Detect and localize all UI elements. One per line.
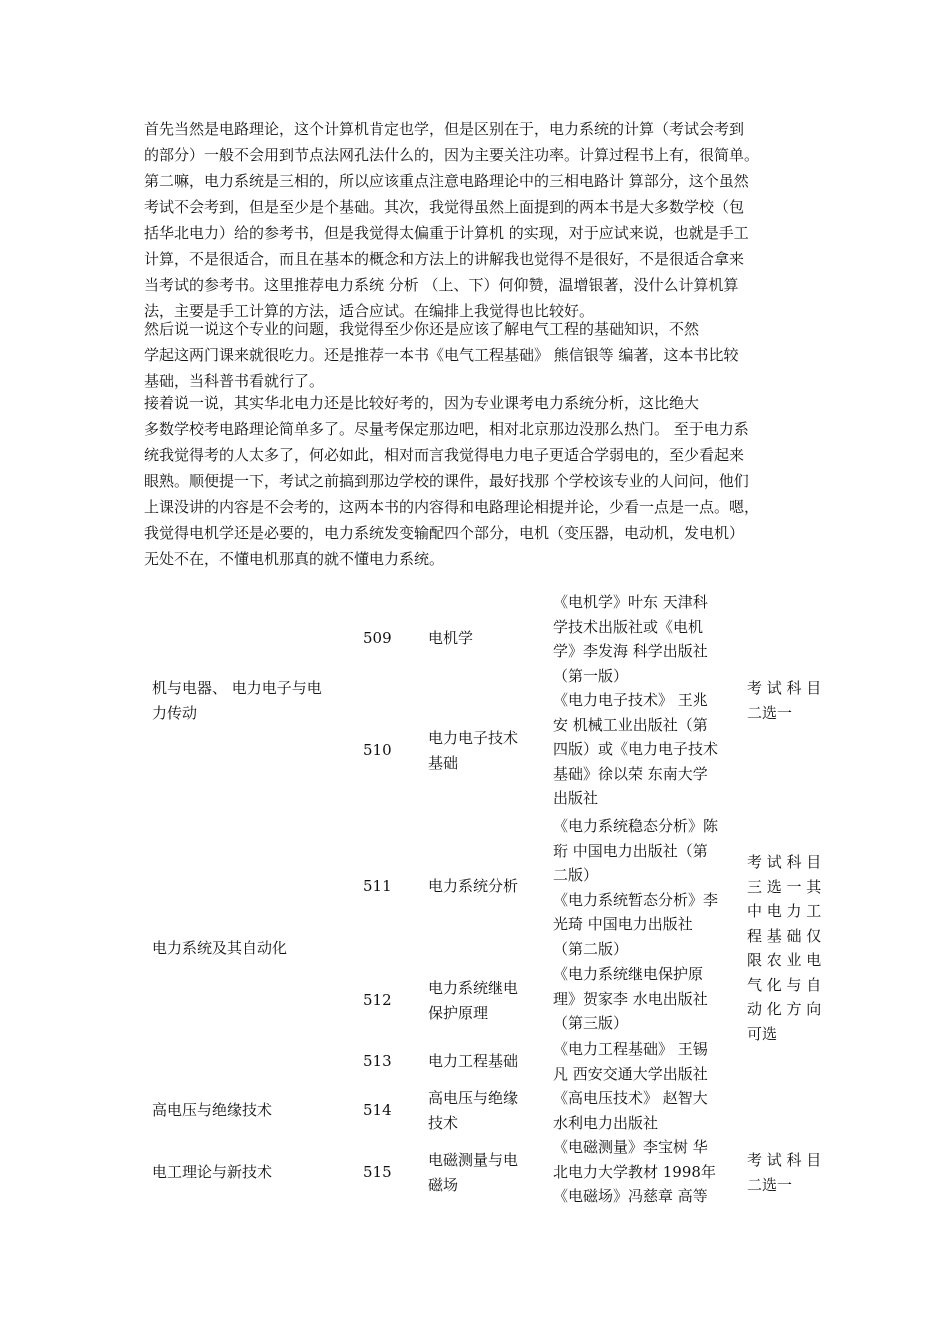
exam-note: 考 试 科 目 [747, 853, 822, 871]
paragraph-line: 括华北电力）给的参考书，但是我觉得太偏重于计算机 的实现，对于应试来说，也就是手工 [144, 224, 749, 242]
exam-note: 考 试 科 目 [747, 679, 822, 697]
major-name: 机与电器、 电力电子与电 [152, 679, 322, 697]
reference-book: 《电力系统暂态分析》李 [553, 890, 719, 909]
reference-book: 出版社 [553, 789, 599, 807]
course-subject: 电力系统继电 [428, 979, 519, 997]
course-subject: 电力系统分析 [428, 877, 519, 895]
course-code: 513 [363, 1052, 392, 1070]
reference-book: （第一版） [553, 666, 629, 685]
paragraph-line: 眼熟。顺便提一下，考试之前搞到那边学校的课件，最好找那 个学校该专业的人问问，他们 [144, 472, 749, 490]
reference-book: 光琦 中国电力出版社 [553, 915, 693, 933]
paragraph-line: 第二嘛，电力系统是三相的，所以应该重点注意电路理论中的三相电路计 算部分，这个虽然 [144, 172, 749, 190]
paragraph-line: 首先当然是电路理论，这个计算机肯定也学，但是区别在于，电力系统的计算（考试会考到 [144, 120, 745, 138]
course-subject: 磁场 [428, 1175, 459, 1194]
major-name: 电力系统及其自动化 [152, 939, 288, 957]
reference-book: 《电磁测量》李宝树 华 [553, 1138, 708, 1156]
paragraph-line: 法，主要是手工计算的方法，适合应试。在编排上我觉得也比较好。 [144, 302, 595, 320]
reference-book: 《电力系统稳态分析》陈 [553, 817, 719, 835]
major-name: 高电压与绝缘技术 [152, 1101, 273, 1119]
paragraph-line: 上课没讲的内容是不会考的，这两本书的内容得和电路理论相提并论，少看一点是一点。嗯， [144, 498, 760, 516]
paragraph-line: 然后说一说这个专业的问题，我觉得至少你还是应该了解电气工程的基础知识，不然 [144, 320, 700, 338]
major-name: 力传动 [152, 703, 198, 722]
reference-book: 《电力工程基础》 王锡 [553, 1040, 708, 1058]
reference-book: 水利电力出版社 [553, 1113, 659, 1132]
exam-note: 考 试 科 目 [747, 1151, 822, 1169]
course-subject: 基础 [428, 753, 459, 772]
course-subject: 电力工程基础 [428, 1052, 519, 1070]
reference-book: 二版） [553, 866, 599, 884]
course-subject: 电力电子技术 [428, 729, 519, 747]
reference-book: 四版）或《电力电子技术 [553, 740, 719, 758]
exam-note: 限 农 业 电 [747, 951, 822, 969]
exam-note: 可选 [747, 1024, 778, 1043]
reference-book: 学》李发海 科学出版社 [553, 642, 708, 660]
reference-book: 安 机械工业出版社（第 [553, 715, 708, 734]
course-code: 514 [363, 1101, 392, 1119]
course-subject: 电机学 [428, 629, 474, 647]
reference-book: 珩 中国电力出版社（第 [553, 841, 708, 860]
course-subject: 电磁测量与电 [428, 1151, 519, 1169]
paragraph-line: 无处不在，不懂电机那真的就不懂电力系统。 [144, 550, 445, 568]
reference-book: （第二版） [553, 939, 629, 958]
reference-book: 《电力系统继电保护原 [553, 965, 704, 983]
paragraph-line: 的部分）一般不会用到节点法网孔法什么的，因为主要关注功率。计算过程书上有，很简单。 [144, 146, 760, 164]
paragraph-line: 学起这两门课来就很吃力。还是推荐一本书《电气工程基础》 熊信银等 编著，这本书比较 [144, 346, 739, 364]
exam-note: 中 电 力 工 [747, 902, 822, 920]
exam-note: 二选一 [747, 1175, 793, 1194]
course-code: 510 [363, 741, 392, 759]
reference-book: （第三版） [553, 1014, 629, 1032]
course-code: 512 [363, 991, 392, 1009]
course-subject: 技术 [428, 1113, 459, 1132]
exam-note: 二选一 [747, 703, 793, 722]
exam-note: 气 化 与 自 [747, 975, 822, 994]
reference-book: 理》贺家李 水电出版社 [553, 989, 708, 1008]
course-code: 515 [363, 1163, 392, 1181]
paragraph-line: 统我觉得考的人太多了，何必如此，相对而言我觉得电力电子更适合学弱电的，至少看起来 [144, 446, 745, 464]
course-code: 511 [363, 877, 392, 895]
paragraph-line: 接着说一说，其实华北电力还是比较好考的，因为专业课考电力系统分析，这比绝大 [144, 394, 700, 412]
paragraph-line: 计算，不是很适合，而且在基本的概念和方法上的讲解我也觉得不是很好，不是很适合拿来 [144, 250, 745, 268]
reference-book: 学技术出版社或《电机 [553, 617, 704, 636]
paragraph-line: 基础，当科普书看就行了。 [144, 372, 325, 390]
paragraph-line: 考试不会考到，但是至少是个基础。其次，我觉得虽然上面提到的两本书是大多数学校（包 [144, 198, 745, 216]
paragraph-line: 当考试的参考书。这里推荐电力系统 分析 （上、下）何仰赞，温增银著，没什么计算机算 [144, 276, 739, 294]
reference-book: 北电力大学教材 1998年 [553, 1162, 716, 1181]
reference-book: 《电机学》叶东 天津科 [553, 593, 708, 611]
reference-book: 《电力电子技术》 王兆 [553, 691, 708, 709]
exam-note: 程 基 础 仅 [747, 926, 822, 945]
exam-note: 三 选 一 其 [747, 877, 822, 896]
paragraph-line: 我觉得电机学还是必要的，电力系统发变输配四个部分，电机（变压器，电动机，发电机） [144, 524, 745, 542]
paragraph-line: 多数学校考电路理论简单多了。尽量考保定那边吧，相对北京那边没那么热门。 至于电力系 [144, 420, 749, 438]
course-code: 509 [363, 629, 392, 647]
exam-note: 动 化 方 向 [747, 1000, 822, 1018]
reference-book: 凡 西安交通大学出版社 [553, 1064, 708, 1083]
major-name: 电工理论与新技术 [152, 1163, 273, 1181]
reference-book: 基础》徐以荣 东南大学 [553, 764, 708, 783]
reference-book: 《高电压技术》 赵智大 [553, 1089, 708, 1107]
course-subject: 保护原理 [428, 1003, 489, 1022]
course-subject: 高电压与绝缘 [428, 1089, 519, 1107]
reference-book: 《电磁场》冯慈章 高等 [553, 1187, 708, 1205]
